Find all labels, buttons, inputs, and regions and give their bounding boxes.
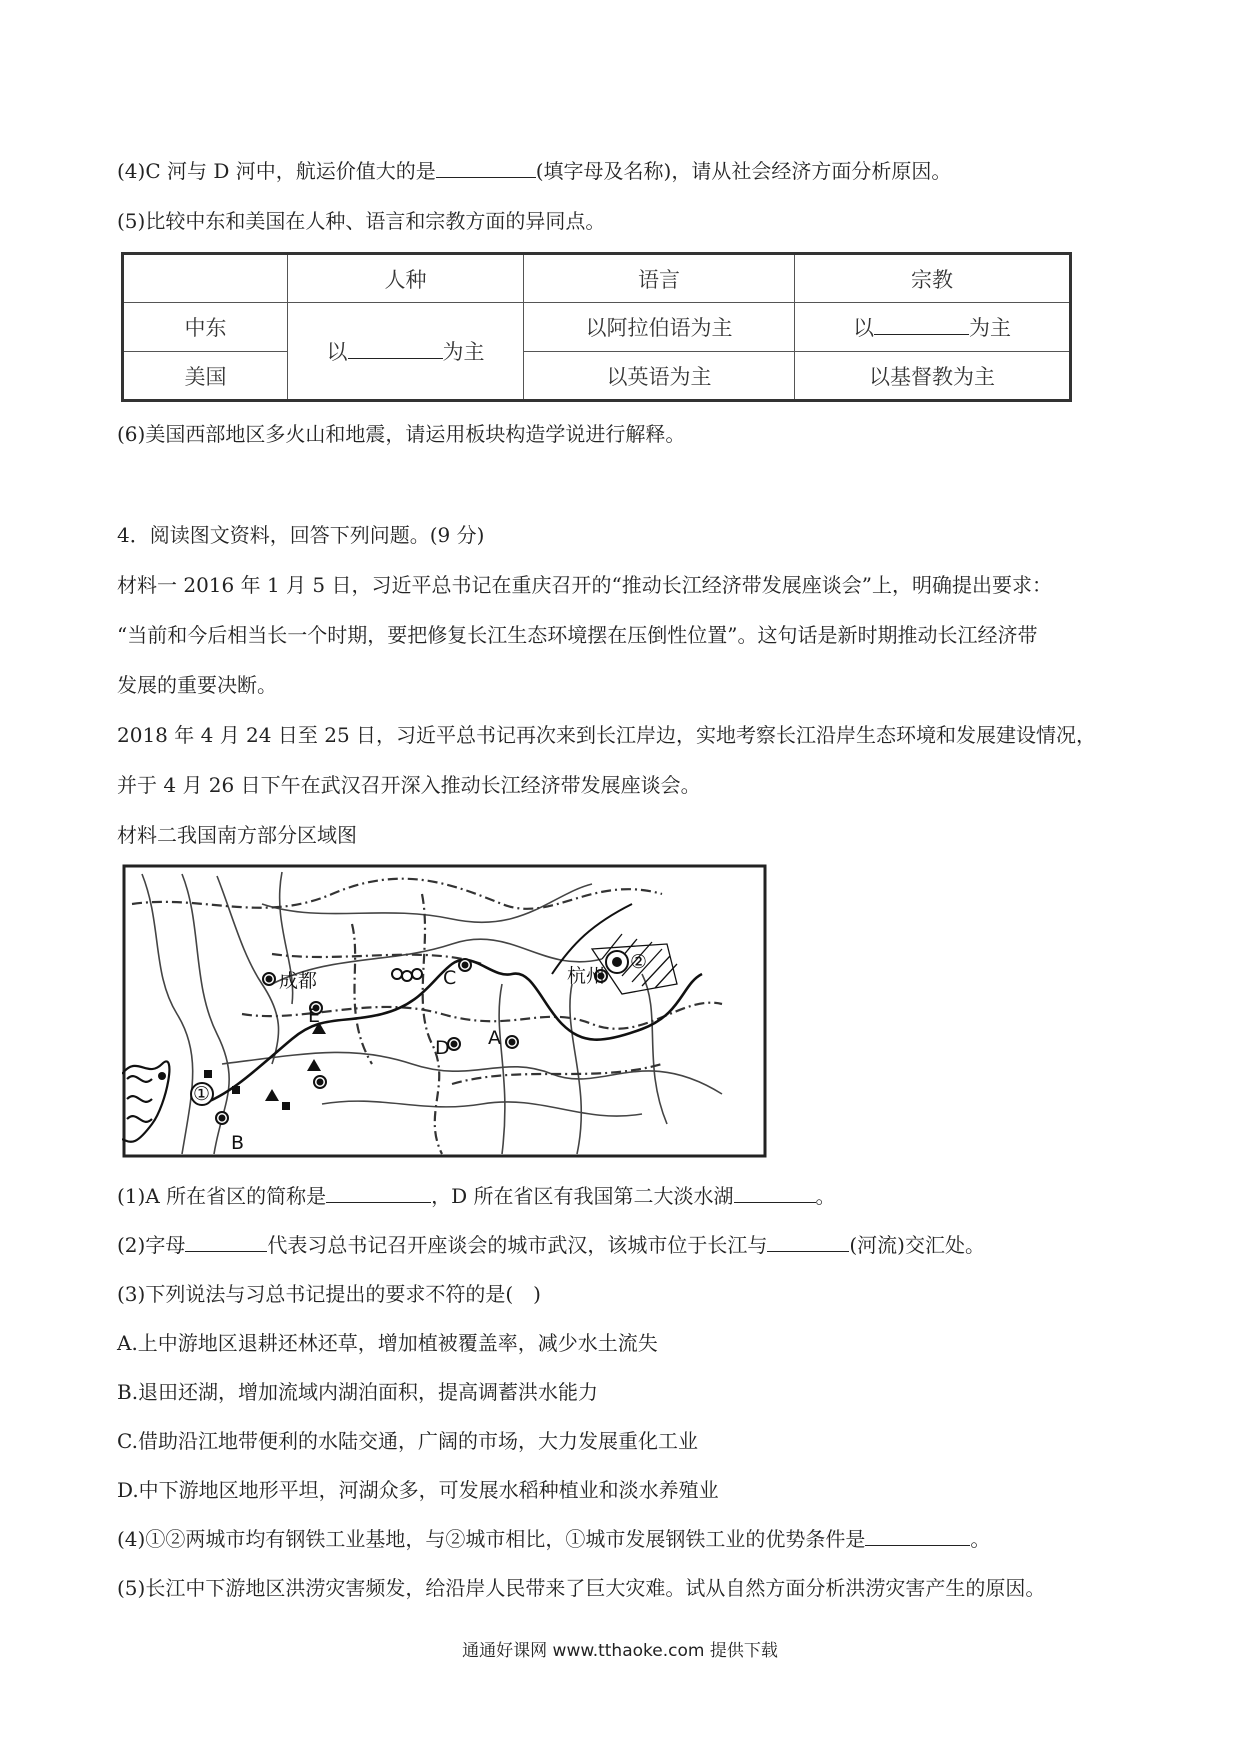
language-middle-east: 以阿拉伯语为主: [524, 303, 795, 352]
material-1-line-1: 材料一 2016 年 1 月 5 日，习近平总书记在重庆召开的“推动长江经济带发展座谈会”上，明确提出要求：: [117, 573, 1052, 597]
race-blank[interactable]: [348, 340, 443, 359]
option-A[interactable]: A.上中游地区退耕还林还草，增加植被覆盖率，减少水土流失: [117, 1331, 658, 1355]
question-3-4: (4)C 河与 D 河中，航运价值大的是 (填字母及名称)，请从社会经济方面分析原因。: [117, 159, 952, 183]
label-D: D: [435, 1037, 450, 1059]
answer-blank[interactable]: [326, 1184, 431, 1203]
answer-blank[interactable]: [865, 1527, 970, 1546]
table-header-empty: [123, 254, 288, 303]
label-C: C: [443, 967, 457, 989]
label-city-1: ①: [193, 1083, 211, 1105]
material-1-line-2: “当前和今后相当长一个时期，要把修复长江生态环境摆在压倒性位置”。这句话是新时期推动长江经济带: [117, 623, 1038, 647]
question-4-4: (4)①②两城市均有钢铁工业基地，与②城市相比，①城市发展钢铁工业的优势条件是 。: [117, 1527, 991, 1551]
material-1-line-5: 并于 4 月 26 日下午在武汉召开深入推动长江经济带发展座谈会。: [117, 773, 701, 797]
material-1-line-3: 发展的重要决断。: [117, 673, 277, 697]
label-E: E: [308, 1005, 321, 1027]
table-header-race: 人种: [288, 254, 524, 303]
option-C[interactable]: C.借助沿江地带便利的水陆交通，广阔的市场，大力发展重化工业: [117, 1429, 698, 1453]
label-hangzhou: 杭州: [567, 965, 606, 987]
question-3-6: (6)美国西部地区多火山和地震，请运用板块构造学说进行解释。: [117, 422, 686, 446]
religion-blank[interactable]: [874, 316, 969, 335]
answer-blank[interactable]: [436, 159, 536, 178]
label-chengdu: 成都: [279, 970, 318, 992]
material-2-title: 材料二我国南方部分区域图: [117, 823, 357, 847]
footer-download-notice: 通通好课网 www.tthaoke.com 提供下载: [462, 1641, 778, 1661]
question-4-title: 4．阅读图文资料，回答下列问题。(9 分): [117, 523, 485, 547]
row-label-middle-east: 中东: [123, 303, 288, 352]
question-4-2: (2)字母 代表习总书记召开座谈会的城市武汉，该城市位于长江与 (河流)交汇处。: [117, 1233, 985, 1257]
option-D[interactable]: D.中下游地区地形平坦，河湖众多，可发展水稻种植业和淡水养殖业: [117, 1478, 719, 1502]
race-cell: 以 为主: [288, 303, 524, 401]
southern-china-map: [122, 864, 767, 1158]
question-4-5: (5)长江中下游地区洪涝灾害频发，给沿岸人民带来了巨大灾难。试从自然方面分析洪涝灾害产生的原因。: [117, 1576, 1046, 1600]
answer-blank[interactable]: [185, 1233, 267, 1252]
comparison-table: [121, 252, 1072, 402]
table-header-religion: 宗教: [795, 254, 1071, 303]
question-4-3: (3)下列说法与习总书记提出的要求不符的是( ): [117, 1282, 541, 1306]
label-B: B: [231, 1132, 245, 1154]
label-A: A: [488, 1027, 501, 1049]
language-usa: 以英语为主: [524, 352, 795, 401]
question-4-1: (1)A 所在省区的简称是 ，D 所在省区有我国第二大淡水湖 。: [117, 1184, 836, 1208]
material-1-line-4: 2018 年 4 月 24 日至 25 日，习近平总书记再次来到长江岸边，实地考察长江沿岸生态环境和发展建设情况，: [117, 723, 1097, 747]
label-city-2: ②: [630, 951, 648, 973]
religion-usa: 以基督教为主: [795, 352, 1071, 401]
table-header-language: 语言: [524, 254, 795, 303]
row-label-usa: 美国: [123, 352, 288, 401]
question-3-5: (5)比较中东和美国在人种、语言和宗教方面的异同点。: [117, 209, 606, 233]
religion-middle-east: 以 为主: [795, 303, 1071, 352]
option-B[interactable]: B.退田还湖，增加流域内湖泊面积，提高调蓄洪水能力: [117, 1380, 599, 1404]
answer-blank[interactable]: [734, 1184, 816, 1203]
answer-blank[interactable]: [767, 1233, 849, 1252]
